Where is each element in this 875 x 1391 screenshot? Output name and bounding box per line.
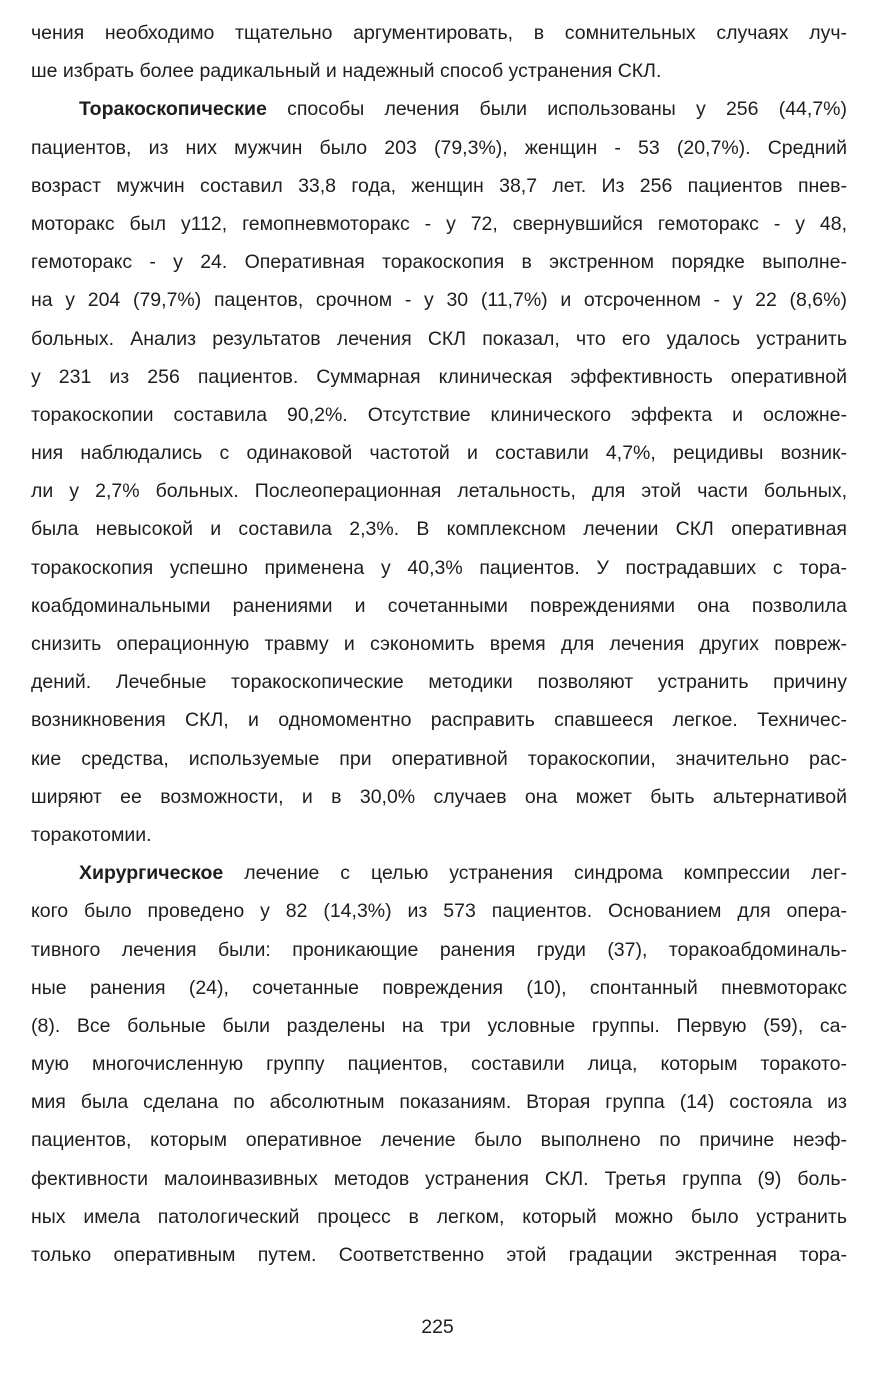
text-line: коабдоминальными ранениями и сочетанными повреждениями она позволила <box>31 594 847 617</box>
text-line: дений. Лечебные торакоскопические методики позволяют устранить причину <box>31 671 847 694</box>
text-line: была невысокой и составила 2,3%. В комплексном лечении СКЛ оперативная <box>31 518 847 541</box>
text-line: ше избрать более радикальный и надежный способ устранения СКЛ. <box>31 60 662 83</box>
line-text: способы лечения были использованы у 256 (44,7%) <box>266 98 847 121</box>
text-line: у 231 из 256 пациентов. Суммарная клиническая эффективность оперативной <box>31 365 847 388</box>
paragraph-1 <box>31 14 847 90</box>
text-line: пациентов, которым оперативное лечение было выполнено по причине неэф- <box>31 1129 847 1152</box>
text-line: кие средства, используемые при оперативной торакоскопии, значительно рас- <box>31 747 847 770</box>
text-line: гемоторакс - у 24. Оперативная торакоскопия в экстренном порядке выполне- <box>31 251 847 274</box>
text-line: ли у 2,7% больных. Послеоперационная летальность, для этой части больных, <box>31 480 847 503</box>
text-line: возраст мужчин составил 33,8 года, женщин 38,7 лет. Из 256 пациентов пнев- <box>31 174 847 197</box>
text-line: торакоскопии составила 90,2%. Отсутствие клинического эффекта и осложне- <box>31 403 847 426</box>
text-line: снизить операционную травму и сэкономить время для лечения других повреж- <box>31 633 847 655</box>
text-line: возникновения СКЛ, и одномоментно расправить спавшееся легкое. Техничес- <box>31 709 847 732</box>
text-line: мия была сделана по абсолютным показаниям. Вторая группа (14) состояла из <box>31 1091 847 1114</box>
paragraph-3 <box>31 854 847 1274</box>
paragraph-lead: Хирургическое <box>79 862 224 885</box>
text-line: пациентов, из них мужчин было 203 (79,3%), женщин - 53 (20,7%). Средний <box>31 136 847 159</box>
text-line: торакоскопия успешно применена у 40,3% пациентов. У пострадавших с тора- <box>31 556 847 579</box>
text-line: тивного лечения были: проникающие ранения груди (37), торакоабдоминаль- <box>31 938 847 961</box>
paragraph-lead: Торакоскопические <box>79 98 267 121</box>
text-line: только оперативным путем. Соответственно этой градации экстренная тора- <box>31 1244 847 1266</box>
text-line: ния наблюдались с одинаковой частотой и составили 4,7%, рецидивы возник- <box>31 442 847 465</box>
text-line: чения необходимо тщательно аргументировать, в сомнительных случаях луч- <box>31 22 847 44</box>
text-line: ные ранения (24), сочетанные повреждения (10), спонтанный пневмоторакс <box>31 976 847 999</box>
text-line: мую многочисленную группу пациентов, составили лица, которым торакото- <box>31 1053 847 1076</box>
paragraph-2 <box>31 90 847 854</box>
text-line: больных. Анализ результатов лечения СКЛ показал, что его удалось устранить <box>31 327 847 350</box>
line-text: лечение с целью устранения синдрома компрессии лег- <box>223 862 847 885</box>
text-line: кого было проведено у 82 (14,3%) из 573 пациентов. Основанием для опера- <box>31 900 847 923</box>
text-line: ширяют ее возможности, и в 30,0% случаев она может быть альтернативой <box>31 785 847 808</box>
text-line: ных имела патологический процесс в легком, который можно было устранить <box>31 1205 847 1228</box>
page-text <box>31 14 847 1274</box>
page-number: 225 <box>421 1316 454 1338</box>
text-line <box>31 90 847 128</box>
text-line: (8). Все больные были разделены на три условные группы. Первую (59), са- <box>31 1014 847 1037</box>
text-line: фективности малоинвазивных методов устранения СКЛ. Третья группа (9) боль- <box>31 1167 847 1190</box>
text-line: моторакс был у112, гемопневмоторакс - у 72, свернувшийся гемоторакс - у 48, <box>31 212 847 235</box>
text-line: торакотомии. <box>31 823 152 846</box>
text-line <box>31 854 847 892</box>
text-line: на у 204 (79,7%) пацентов, срочном - у 30 (11,7%) и отсроченном - у 22 (8,6%) <box>31 289 847 312</box>
